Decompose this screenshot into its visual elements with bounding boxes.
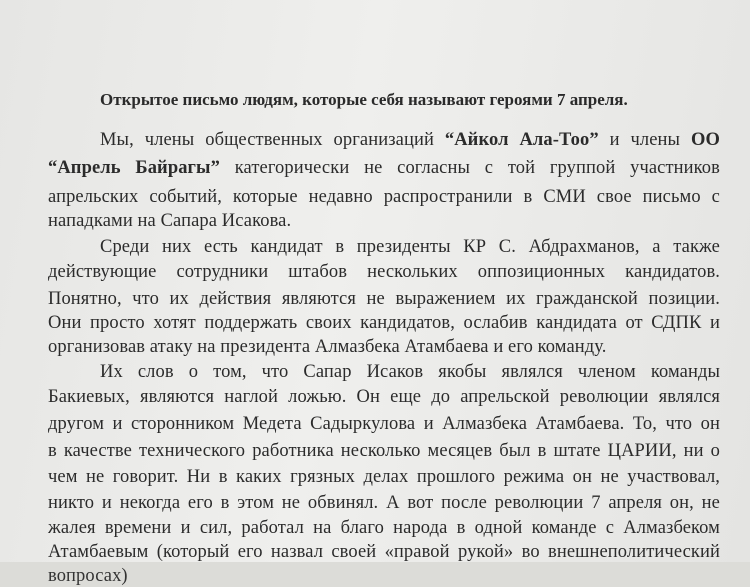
text-segment: и члены (598, 130, 691, 150)
text-line-18: вопросах) (48, 566, 128, 586)
org-abbrev: ОО (691, 130, 720, 150)
org-name-aykol: “Айкол Ала-Тоо” (444, 130, 599, 150)
text-line-17: Атамбаевым (который его назвал своей «правой рукой» во внешнеполитический (48, 542, 720, 562)
letter-title: Открытое письмо людям, которые себя называют героями 7 апреля. (100, 90, 628, 109)
text-line-8: Они просто хотят поддержать своих кандидатов, ослабив кандидата от СДПК и (48, 313, 720, 333)
text-segment: категорически не согласны с той группой участников (219, 158, 720, 178)
text-line-6: действующие сотрудники штабов нескольких оппозиционных кандидатов. (48, 262, 720, 282)
text-line-16: жалея времени и сил, работал на благо народа в одной команде с Алмазбеком (48, 518, 720, 538)
text-line-13: в качестве технического работника несколько месяцев был в штате ЦАРИИ, ни о (48, 441, 720, 461)
text-line-11: Бакиевых, являются наглой ложью. Он еще до апрельской революции являлся (48, 387, 720, 407)
text-segment: Мы, члены общественных организаций (100, 130, 445, 150)
text-line-7: Понятно, что их действия являются не выражением их гражданской позиции. (48, 289, 720, 309)
text-line-3: апрельских событий, которые недавно распространили в СМИ свое письмо с (48, 187, 720, 207)
text-line-10: Их слов о том, что Сапар Исаков якобы являлся членом команды (100, 362, 720, 382)
text-line-4: нападками на Сапара Исакова. (48, 211, 292, 231)
org-name-aprel: “Апрель Байрагы” (48, 158, 220, 178)
text-line-12: другом и сторонником Медета Садыркулова и Алмазбека Атамбаева. То, что он (48, 414, 720, 434)
text-line-2 (48, 158, 720, 179)
text-line-14: чем не говорит. Ни в каких грязных делах прошлого режима он не участвовал, (48, 467, 720, 487)
text-line-1 (100, 130, 720, 151)
text-line-5: Среди них есть кандидат в президенты КР С. Абдрахманов, а также (100, 237, 720, 257)
text-line-15: никто и некогда его в этом не обвинял. А вот после революции 7 апреля он, не (48, 493, 720, 513)
text-line-9: организовав атаку на президента Алмазбека Атамбаева и его команду. (48, 337, 607, 357)
